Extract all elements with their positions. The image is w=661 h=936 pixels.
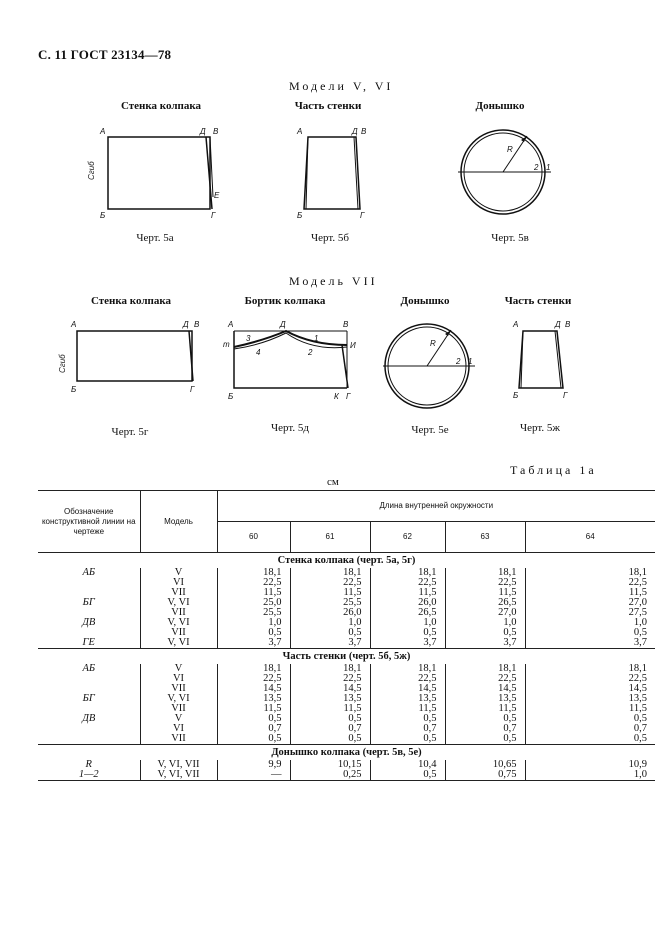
line-cell: ДВ	[82, 713, 96, 724]
value-cell: 11,5	[217, 588, 290, 598]
value-cell: 0,5	[445, 628, 525, 638]
model-cell: VI	[140, 724, 217, 734]
value-cell: 0,5	[445, 714, 525, 724]
value-cell: 0,5	[217, 628, 290, 638]
value-cell: 22,5	[370, 674, 445, 684]
fig-5g-caption: Стенка колпака	[90, 295, 172, 307]
fig-5a-caption: Стенка колпака	[120, 100, 202, 112]
fig-5d-caption: Бортик колпака	[244, 295, 326, 307]
value-cell: 11,5	[217, 704, 290, 714]
value-cell: 26,5	[445, 598, 525, 608]
value-cell: 0,5	[217, 734, 290, 745]
value-cell: 25,5	[217, 608, 290, 618]
top-group-title: Модели V, VI	[289, 79, 394, 93]
fig-5d-label-k: К	[334, 392, 339, 401]
line-cell: АБ	[82, 663, 96, 674]
value-cell: 0,5	[525, 714, 655, 724]
section-title-row	[38, 745, 655, 761]
line-cell: АБ	[82, 567, 96, 578]
value-cell: 18,1	[370, 664, 445, 674]
model-cell: V, VI, VII	[140, 760, 217, 770]
model-cell: VII	[140, 588, 217, 598]
value-cell: 0,5	[290, 628, 370, 638]
value-cell: 22,5	[217, 578, 290, 588]
value-cell: 1,0	[445, 618, 525, 628]
fig-5a-label-d: Д	[200, 127, 206, 136]
fig-5e-caption: Донышко	[400, 295, 450, 307]
fig-5zh-caption: Часть стенки	[504, 295, 572, 307]
line-cell: БГ	[82, 597, 95, 608]
section-title-row	[38, 553, 655, 569]
table-title: Таблица 1а	[510, 463, 597, 477]
fig-5v-label-r: R	[507, 145, 513, 154]
table-row	[38, 628, 655, 638]
fig-5v-label-2: 2	[534, 163, 539, 172]
fig-5g-label-b: Б	[71, 385, 77, 394]
value-cell: 11,5	[525, 588, 655, 598]
value-cell: 0,5	[290, 714, 370, 724]
value-cell: 0,7	[217, 724, 290, 734]
fig-5e-label-1: 1	[468, 357, 473, 366]
value-cell: 22,5	[290, 578, 370, 588]
value-cell: 10,9	[525, 760, 655, 770]
value-cell: 13,5	[290, 694, 370, 704]
value-cell: 10,4	[370, 760, 445, 770]
line-cell: БГ	[82, 693, 95, 704]
fig-5zh-label-a: А	[513, 320, 519, 329]
value-cell: 0,7	[445, 724, 525, 734]
fig-5b-caption: Часть стенки	[294, 100, 362, 112]
fig-5d-label-3: 3	[246, 334, 251, 343]
value-cell: 18,1	[290, 568, 370, 578]
value-cell: 11,5	[290, 704, 370, 714]
fig-5zh-label-b: Б	[513, 391, 519, 400]
value-cell: 25,5	[290, 598, 370, 608]
table-row	[38, 704, 655, 714]
value-cell: 0,5	[445, 734, 525, 745]
col-model-header: Модель	[140, 491, 217, 553]
value-cell: 11,5	[445, 704, 525, 714]
value-cell: 18,1	[445, 568, 525, 578]
fig-5g-label-fold: Сгиб	[58, 354, 67, 373]
fig-5d-label-d: Д	[280, 320, 286, 329]
fig-5b-drawing	[290, 122, 370, 222]
fig-5zh-label-d: Д	[555, 320, 561, 329]
bottom-group-title: Модель VII	[289, 274, 378, 288]
value-cell: 14,5	[525, 684, 655, 694]
line-cell: R	[85, 759, 92, 770]
fig-5d-curve-lower	[234, 333, 347, 349]
size-header: 62	[370, 522, 445, 553]
value-cell: 22,5	[525, 578, 655, 588]
value-cell: 18,1	[370, 568, 445, 578]
fig-5v-label-1: 1	[546, 163, 551, 172]
section-title: Донышко колпака (черт. 5в, 5е)	[38, 745, 655, 761]
value-cell: 22,5	[445, 578, 525, 588]
fig-5a-label-b: Б	[100, 211, 106, 220]
fig-5v-caption: Донышко	[475, 100, 525, 112]
value-cell: 0,75	[445, 770, 525, 781]
value-cell: 0,5	[525, 734, 655, 745]
model-cell: V	[140, 714, 217, 724]
fig-5g-label-a: А	[71, 320, 77, 329]
fig-5b-outline	[304, 137, 360, 209]
value-cell: 27,0	[445, 608, 525, 618]
value-cell: 0,7	[290, 724, 370, 734]
value-cell: 0,25	[290, 770, 370, 781]
fig-5a-label-e: Е	[214, 191, 220, 200]
value-cell: 13,5	[445, 694, 525, 704]
fig-5d-label-1: 1	[314, 334, 319, 343]
section-title-row	[38, 649, 655, 665]
value-cell: 14,5	[217, 684, 290, 694]
value-cell: 11,5	[525, 704, 655, 714]
model-cell: V, VI	[140, 618, 217, 628]
value-cell: 27,0	[525, 598, 655, 608]
value-cell: 18,1	[525, 568, 655, 578]
table-row	[38, 608, 655, 618]
model-cell: VI	[140, 674, 217, 684]
value-cell: 11,5	[370, 704, 445, 714]
model-cell: V, VI	[140, 598, 217, 608]
size-header: 60	[217, 522, 290, 553]
value-cell: 3,7	[525, 638, 655, 649]
value-cell: 0,5	[290, 734, 370, 745]
value-cell: 1,0	[525, 770, 655, 781]
section-title: Стенка колпака (черт. 5а, 5г)	[277, 555, 416, 566]
value-cell: 18,1	[217, 568, 290, 578]
section-title: Часть стенки (черт. 5б, 5ж)	[38, 649, 655, 665]
value-cell: 14,5	[445, 684, 525, 694]
value-cell: 0,5	[217, 714, 290, 724]
line-cell	[38, 674, 140, 684]
table-body	[38, 553, 655, 781]
model-cell: VII	[140, 628, 217, 638]
value-cell: 13,5	[525, 694, 655, 704]
page-header: С. 11 ГОСТ 23134—78	[38, 47, 172, 62]
size-header: 61	[290, 522, 370, 553]
line-cell	[38, 734, 140, 745]
col-group-header: Длина внутренней окружности	[217, 491, 655, 522]
fig-5g-label-v: В	[194, 320, 200, 329]
size-header: 63	[445, 522, 525, 553]
fig-5g-outline	[77, 331, 192, 381]
value-cell: 13,5	[217, 694, 290, 704]
line-cell: 1—2	[38, 770, 140, 781]
chert-5v: Черт. 5в	[491, 232, 529, 244]
fig-5a-label-fold: Сгиб	[87, 161, 96, 180]
fig-5b-label-g: Г	[360, 211, 365, 220]
fig-5a-label-a: А	[100, 127, 106, 136]
value-cell: 10,15	[290, 760, 370, 770]
value-cell: 14,5	[370, 684, 445, 694]
table-row	[38, 638, 655, 649]
fig-5g-label-d: Д	[183, 320, 189, 329]
line-cell: ГЕ	[82, 637, 95, 648]
value-cell: 13,5	[370, 694, 445, 704]
fig-5d-label-i: И	[350, 341, 356, 350]
value-cell: 0,5	[370, 628, 445, 638]
value-cell: 11,5	[445, 588, 525, 598]
model-cell: VII	[140, 608, 217, 618]
value-cell: 1,0	[217, 618, 290, 628]
value-cell: 18,1	[525, 664, 655, 674]
value-cell: 0,7	[525, 724, 655, 734]
value-cell: 3,7	[370, 638, 445, 649]
fig-5a-drawing	[80, 122, 230, 222]
size-header: 64	[525, 522, 655, 553]
value-cell: 9,9	[217, 760, 290, 770]
value-cell: 25,0	[217, 598, 290, 608]
value-cell: 18,1	[290, 664, 370, 674]
line-cell	[38, 724, 140, 734]
fig-5b-label-b: Б	[297, 211, 303, 220]
value-cell: 0,5	[370, 714, 445, 724]
chert-5g: Черт. 5г	[111, 426, 149, 438]
col-line-header: Обозначение конструктивной линии на чертеже	[38, 491, 140, 553]
model-cell: VII	[140, 734, 217, 745]
value-cell: 11,5	[370, 588, 445, 598]
fig-5g-label-g: Г	[190, 385, 195, 394]
fig-5d-label-g: Г	[346, 392, 351, 401]
fig-5zh-label-v: В	[565, 320, 571, 329]
value-cell: 14,5	[290, 684, 370, 694]
fig-5v-drawing	[455, 126, 555, 218]
fig-5d-label-v: В	[343, 320, 349, 329]
value-cell: 1,0	[525, 618, 655, 628]
chert-5b: Черт. 5б	[311, 232, 349, 244]
value-cell: 18,1	[217, 664, 290, 674]
table-row	[38, 618, 655, 628]
fig-5d-label-a: А	[228, 320, 234, 329]
value-cell: 1,0	[370, 618, 445, 628]
value-cell: 11,5	[290, 588, 370, 598]
fig-5e-label-r: R	[430, 339, 436, 348]
model-cell: V, VI	[140, 638, 217, 649]
fig-5d-label-2: 2	[308, 348, 313, 357]
value-cell: 3,7	[217, 638, 290, 649]
table-row	[38, 734, 655, 745]
fig-5d-drawing	[222, 315, 362, 400]
table-row	[38, 770, 655, 781]
table-row	[38, 714, 655, 724]
value-cell: 26,0	[370, 598, 445, 608]
fig-5e-drawing	[375, 318, 485, 410]
model-cell: V	[140, 568, 217, 578]
value-cell: 0,5	[370, 734, 445, 745]
value-cell: 0,7	[370, 724, 445, 734]
table-row	[38, 724, 655, 734]
fig-5d-label-4: 4	[256, 348, 261, 357]
value-cell: 0,5	[525, 628, 655, 638]
fig-5d-label-b: Б	[228, 392, 234, 401]
line-cell	[38, 578, 140, 588]
value-cell: 27,5	[525, 608, 655, 618]
value-cell: 3,7	[290, 638, 370, 649]
value-cell: —	[217, 770, 290, 781]
chert-5a: Черт. 5а	[136, 232, 174, 244]
value-cell: 18,1	[445, 664, 525, 674]
fig-5a-slant	[206, 137, 212, 209]
fig-5a-outline	[108, 137, 210, 209]
fig-5d-curve-upper	[234, 331, 347, 347]
value-cell: 22,5	[525, 674, 655, 684]
chert-5e: Черт. 5е	[411, 424, 449, 436]
fig-5zh-drawing	[505, 315, 585, 400]
fig-5b-label-d: Д	[352, 127, 358, 136]
chert-5d: Черт. 5д	[271, 422, 309, 434]
fig-5zh-label-g: Г	[563, 391, 568, 400]
model-cell: V, VI, VII	[140, 770, 217, 781]
value-cell: 22,5	[445, 674, 525, 684]
fig-5e-label-2: 2	[456, 357, 461, 366]
line-cell: ДВ	[82, 617, 96, 628]
model-cell: VII	[140, 684, 217, 694]
table-unit: см	[327, 476, 339, 488]
value-cell: 3,7	[445, 638, 525, 649]
value-cell: 26,5	[370, 608, 445, 618]
model-cell: V, VI	[140, 694, 217, 704]
value-cell: 26,0	[290, 608, 370, 618]
chert-5zh: Черт. 5ж	[520, 422, 560, 434]
model-cell: V	[140, 664, 217, 674]
fig-5b-label-a: А	[297, 127, 303, 136]
model-cell: VI	[140, 578, 217, 588]
value-cell: 10,65	[445, 760, 525, 770]
fig-5b-label-v: В	[361, 127, 367, 136]
fig-5a-label-g: Г	[211, 211, 216, 220]
value-cell: 22,5	[290, 674, 370, 684]
value-cell: 1,0	[290, 618, 370, 628]
value-cell: 0,5	[370, 770, 445, 781]
fig-5g-drawing	[55, 315, 210, 400]
fig-5d-label-m: m	[223, 340, 230, 349]
fig-5a-label-v: В	[213, 127, 219, 136]
model-cell: VII	[140, 704, 217, 714]
value-cell: 22,5	[370, 578, 445, 588]
data-table	[38, 490, 655, 781]
value-cell: 22,5	[217, 674, 290, 684]
fig-5d-outline	[234, 331, 347, 388]
